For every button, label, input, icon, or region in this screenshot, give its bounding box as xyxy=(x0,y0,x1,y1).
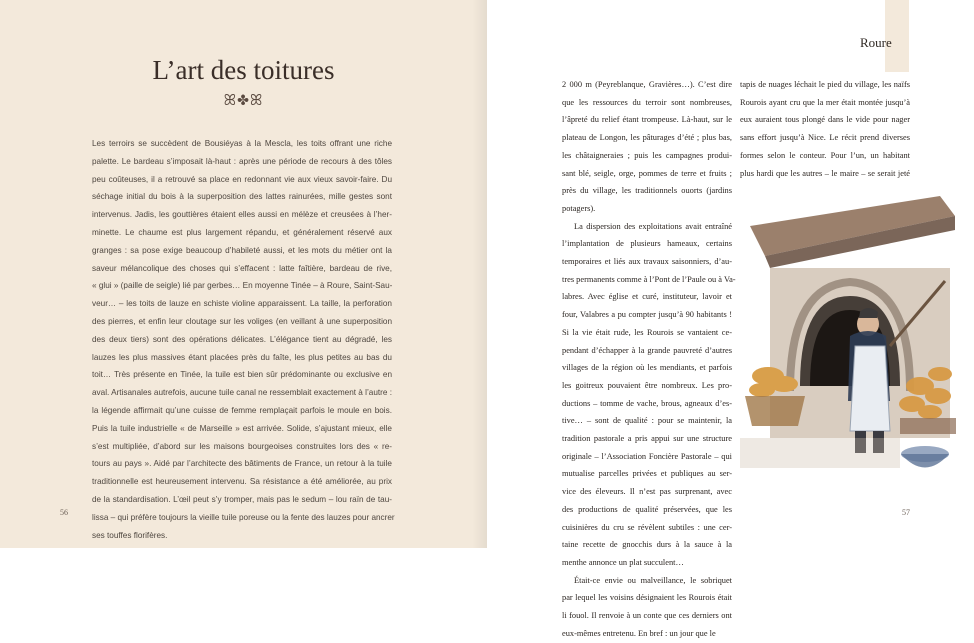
ornament-divider: ꕤ✤ꕤ xyxy=(223,93,264,109)
text-line: près du village, les traditionnels ouorts (jardins xyxy=(562,186,732,196)
text-line: aval. Artisanales autrefois, aucune tuile canal ne ressemblait exactement à l’autre : xyxy=(92,388,392,398)
text-line: minette. Le chaume est plus largement répandu, et généralement réservé aux xyxy=(92,227,392,237)
text-line: les châtaigneraies ; puis les campagnes produi- xyxy=(562,150,732,160)
page-number-right: 57 xyxy=(902,508,910,517)
running-head: Roure xyxy=(860,35,892,50)
text-line: tapis de nuages léchait le pied du village, les naïfs xyxy=(740,80,910,89)
text-line: peu coûteuses, il a retrouvé sa place en redonnant vie aux vieux savoir-faire. Du xyxy=(92,174,392,184)
text-line: li fouol. Il renvoie à un conte que ces derniers ont xyxy=(562,611,732,621)
text-line: tres permanents comme à l’Pont de l’Paule ou à Va- xyxy=(562,274,736,284)
text-line: que les ressources du terroir sont nombreuses, xyxy=(562,97,732,107)
text-line: veur… – les toits de lauze en schiste violine apparaissent. La taille, la perforation xyxy=(92,299,392,309)
text-line: potagers). xyxy=(562,203,596,213)
text-line: menthe annonce un plat succulent… xyxy=(562,557,684,567)
text-line: les goitreux pouvaient être nombreux. Les pro- xyxy=(562,380,732,390)
text-line: villages de la région où les mendiants, et parfois xyxy=(562,363,732,373)
text-line: tradition pastorale a pris appui sur une structure xyxy=(562,434,732,444)
text-line: sans effort jusqu’à Nice. Le récit prend diverses xyxy=(740,133,910,143)
text-line: Les terroirs se succèdent de Bousiéyas à la Mescla, les toits offrant une riche xyxy=(92,139,392,148)
text-line: mutualise parcelles privées et publiques au ser- xyxy=(562,469,732,479)
text-line: formes selon le conteur. Pour l’un, un habitant xyxy=(740,150,910,160)
text-line: sant blé, seigle, orge, pommes de terre et fruits ; xyxy=(562,168,732,178)
text-line: s’est multipliée, d’abord sur les maisons bourgeoises construites lors des « re- xyxy=(92,441,392,451)
text-line: eux-mêmes entretenu. En bref : un jour que le xyxy=(562,628,716,638)
text-line: tive… – sont de qualité : pour se maintenir, la xyxy=(562,416,732,426)
text-line: lauzes les plus massives étant placées près du faîte, les plus petites au bas du xyxy=(92,352,392,362)
text-line: saveur mélancolique des choses qui s’effacent : latte faîtière, bardeau de rive, xyxy=(92,263,392,273)
text-line: séchage initial du bois à la superposition des lattes rainurées, mille gestes sont xyxy=(92,192,392,202)
text-line: plateau de Longon, les pâturages d’été ; plus bas, xyxy=(562,133,732,143)
text-line: vice des éleveurs. Il n’est pas surprenant, avec xyxy=(562,487,732,497)
page-number-left: 56 xyxy=(60,508,68,517)
book-gutter xyxy=(472,0,487,548)
text-line: plus hardi que les autres – le maire – se serait jeté xyxy=(740,168,910,178)
text-line: originale – l’Association Foncière Pastorale – qui xyxy=(562,451,732,461)
text-line: l’implantation de plusieurs hameaux, certains xyxy=(562,239,732,249)
text-line: granges : sa pose exige beaucoup d’habileté aussi, et les mots du métier ont la xyxy=(92,245,392,255)
text-line: lissa – qui préfère toujours la vieille tuile poreuse ou la fente des lauzes pour ancrer xyxy=(92,512,395,522)
text-line: La dispersion des exploitations avait entraîné xyxy=(574,221,732,231)
text-line: des deux tiers) sont des opérations délicates. L’élégance tient au dégradé, les xyxy=(92,334,392,344)
text-line: par lequel les voisins désignaient les Rourois était xyxy=(562,593,732,603)
text-line: de la standardisation. L’œil peut s’y tromper, mais pas le sedum – lou raïn de tau- xyxy=(92,494,392,504)
page-title: L’art des toitures xyxy=(152,55,335,85)
text-line: l’âpreté du relief étant trompeuse. Là-haut, sur le xyxy=(562,115,732,125)
text-line: Était-ce envie ou malveillance, le sobriquet xyxy=(574,575,732,585)
text-line: intervenus. Jadis, les gouttières étaient elles aussi en mélèze et creusées à l’her- xyxy=(92,210,392,220)
text-line: labres. Avec église et curé, instituteur, lavoir et xyxy=(562,292,732,302)
watercolor-illustration xyxy=(740,186,960,486)
text-line: toit… Très présente en Tinée, la tuile est bien sûr prédominante ou exclusive en xyxy=(92,370,392,380)
text-line: tours au pays ». Aidé par l’architecte des bâtiments de France, un retour à la tuile xyxy=(92,459,392,469)
text-line: pendant d’échapper à la grande pauvreté d’autres xyxy=(562,345,732,355)
right-column-1 xyxy=(562,76,736,643)
text-line: Rourois ayant cru que la mer était montée jusqu’à xyxy=(740,97,910,107)
text-line: taine recette de gnocchis durs à la sauce à la xyxy=(562,540,732,550)
text-line: Si la vie était rude, les Rourois se vantaient ce- xyxy=(562,327,732,337)
text-line: la légende affirmait qu’une cuisse de femme remplaçait parfois le moule en bois. xyxy=(92,405,392,415)
text-line: temporaires et liés aux travaux saisonniers, d’au- xyxy=(562,257,732,267)
text-line: palette. Le bardeau s’imposait là-haut : après une période de recours à des tôles xyxy=(92,156,392,166)
right-page xyxy=(487,0,974,638)
text-line: 2 000 m (Peyreblanque, Gravières…). C’est dire xyxy=(562,80,732,89)
text-line: Puis la tuile industrielle « de Marseille » est arrivée. Solide, s’ajustant mieux, elle xyxy=(92,423,392,433)
text-line: traditionnelle est heureusement intervenu. Sa résistance a été améliorée, au prix xyxy=(92,477,392,487)
text-line: des productions de qualité préservées, que les xyxy=(562,504,732,514)
text-line: cuisinières du cru se révèlent subtiles : une cer- xyxy=(562,522,732,532)
text-line: « glui » (paille de seigle) lié par gerbes… En moyenne Tinée – à Roure, Saint-Sau- xyxy=(92,281,393,291)
text-line: four, Valabres a pu compter jusqu’à 90 habitants ! xyxy=(562,310,732,320)
text-line: des pierres, et enfin leur cloutage sur les voliges (en veillant à une superposition xyxy=(92,316,392,326)
text-line: ses touffes florifères. xyxy=(92,530,168,540)
text-line: eux auraient tous plongé dans le vide pour nager xyxy=(740,115,910,125)
left-page xyxy=(0,0,487,548)
left-body-text xyxy=(92,135,395,544)
text-line: ductions – tomme de vache, brous, agneaux d’es- xyxy=(562,398,732,408)
